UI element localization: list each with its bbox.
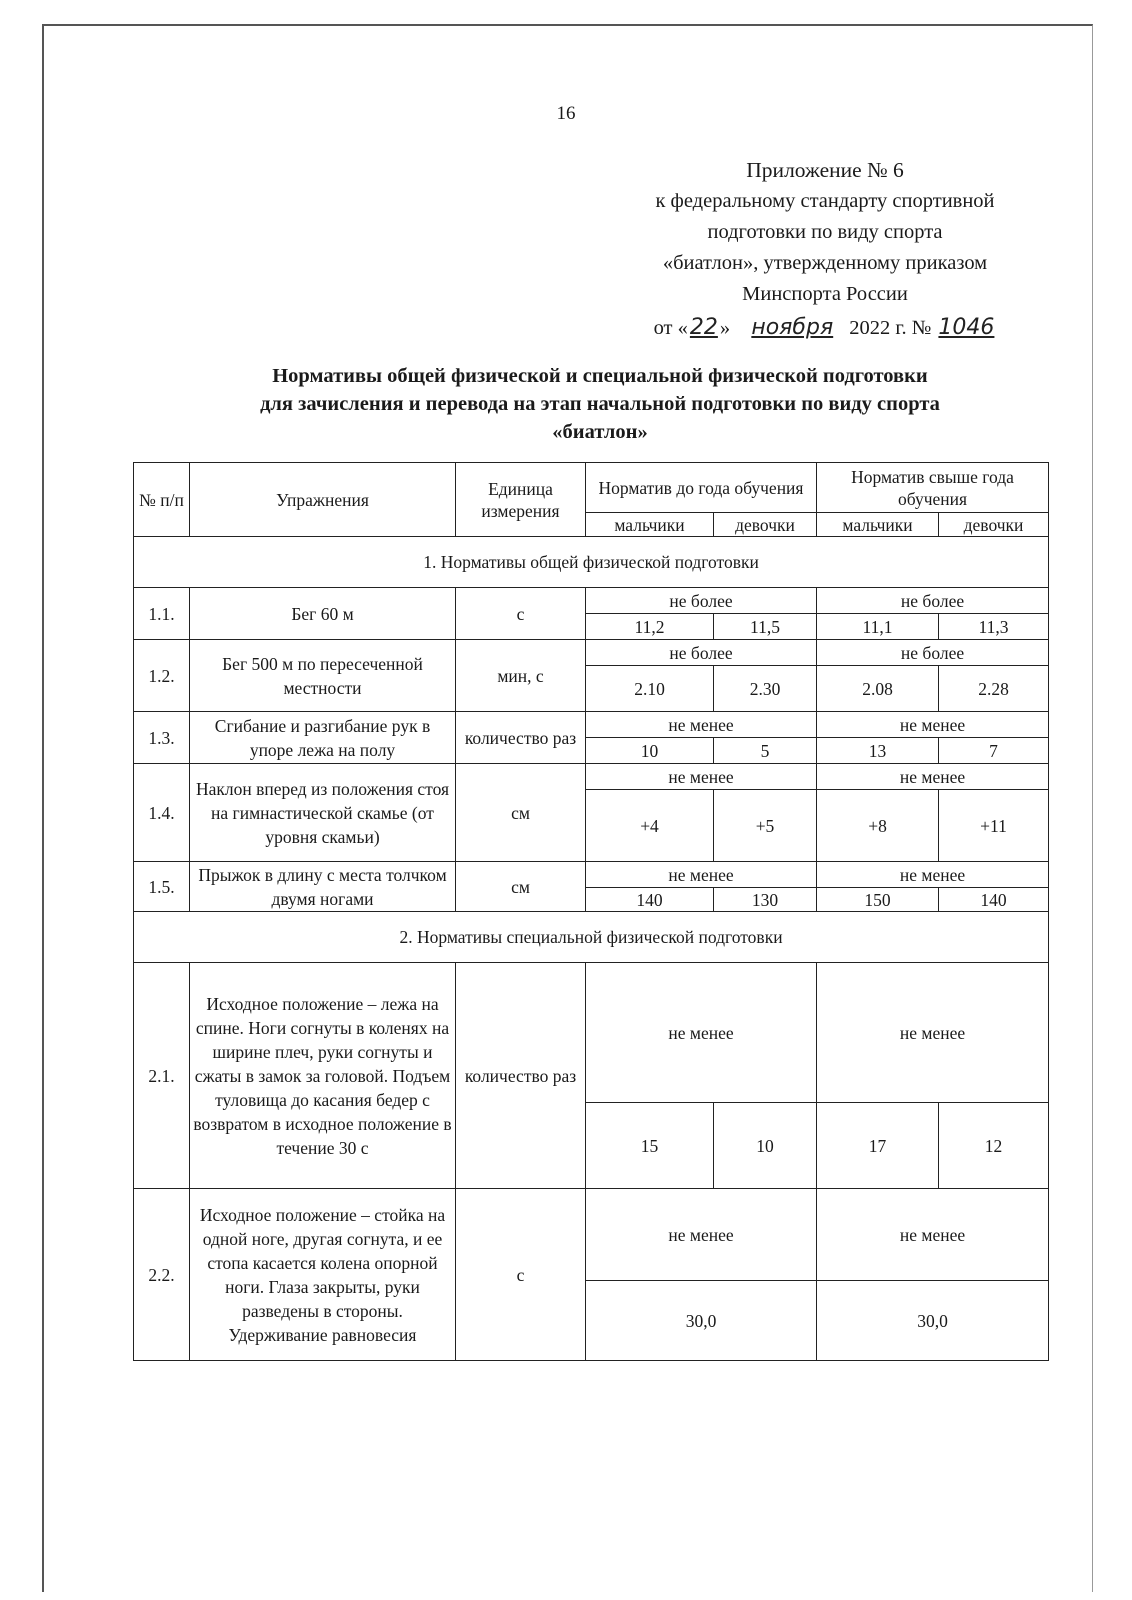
row-condition-after: не менее bbox=[817, 1189, 1049, 1281]
row-condition-first: не менее bbox=[586, 712, 817, 738]
section-row-1 bbox=[134, 537, 1049, 588]
table-row bbox=[134, 712, 1049, 738]
date-year: 2022 г. № bbox=[849, 317, 932, 339]
value-cell: 2.28 bbox=[939, 666, 1049, 712]
header-girls-1: девочки bbox=[714, 513, 817, 537]
table-row bbox=[134, 764, 1049, 790]
value-cell: 12 bbox=[939, 1103, 1049, 1189]
row-condition-after: не более bbox=[817, 588, 1049, 614]
table-row bbox=[134, 1189, 1049, 1281]
row-condition-first: не более bbox=[586, 588, 817, 614]
value-cell: 130 bbox=[714, 888, 817, 912]
row-condition-first: не более bbox=[586, 640, 817, 666]
title-line-2: для зачисления и перевода на этап начальной подготовки по виду спорта bbox=[260, 393, 940, 415]
value-cell: 10 bbox=[586, 738, 714, 764]
value-cell: 7 bbox=[939, 738, 1049, 764]
approval-line-3: подготовки по виду спорта bbox=[707, 221, 943, 243]
row-exercise: Исходное положение – лежа на спине. Ноги согнуты в коленях на ширине плеч, руки согнуты и сжаты в замок за головой. Подъем туловища до касания бедер с возвратом в исходное положение в течение 30 с bbox=[190, 963, 456, 1189]
table-row bbox=[134, 588, 1049, 614]
standards-table bbox=[133, 462, 1049, 1361]
row-unit: количество раз bbox=[456, 963, 586, 1189]
header-boys-1: мальчики bbox=[586, 513, 714, 537]
value-cell: 140 bbox=[939, 888, 1049, 912]
row-exercise: Наклон вперед из положения стоя на гимнастической скамье (от уровня скамьи) bbox=[190, 764, 456, 862]
order-number: 1046 bbox=[938, 315, 995, 340]
value-cell: 11,3 bbox=[939, 614, 1049, 640]
section-title-2: 2. Нормативы специальной физической подготовки bbox=[134, 912, 1049, 963]
approval-date-line bbox=[600, 312, 1050, 344]
header-girls-2: девочки bbox=[939, 513, 1049, 537]
row-condition-after: не более bbox=[817, 640, 1049, 666]
title-line-1: Нормативы общей физической и специальной физической подготовки bbox=[272, 365, 928, 387]
row-condition-after: не менее bbox=[817, 764, 1049, 790]
table-header-row bbox=[134, 463, 1049, 513]
value-cell: +5 bbox=[714, 790, 817, 862]
row-num: 1.1. bbox=[134, 588, 190, 640]
section-row-2 bbox=[134, 912, 1049, 963]
table-row bbox=[134, 963, 1049, 1103]
row-condition-first: не менее bbox=[586, 1189, 817, 1281]
document-title bbox=[120, 362, 1080, 446]
row-exercise: Исходное положение – стойка на одной ноге, другая согнута, и ее стопа касается колена опорной ноги. Глаза закрыты, руки разведены в стороны. Удерживание равновесия bbox=[190, 1189, 456, 1361]
row-exercise: Сгибание и разгибание рук в упоре лежа на полу bbox=[190, 712, 456, 764]
value-cell: 11,2 bbox=[586, 614, 714, 640]
value-cell: 30,0 bbox=[817, 1281, 1049, 1361]
row-num: 2.2. bbox=[134, 1189, 190, 1361]
table-row bbox=[134, 640, 1049, 666]
row-exercise: Бег 500 м по пересеченной местности bbox=[190, 640, 456, 712]
value-cell: +11 bbox=[939, 790, 1049, 862]
approval-line-4: «биатлон», утвержденному приказом bbox=[662, 252, 988, 274]
row-exercise: Бег 60 м bbox=[190, 588, 456, 640]
row-num: 1.2. bbox=[134, 640, 190, 712]
row-exercise: Прыжок в длину с места толчком двумя ногами bbox=[190, 862, 456, 912]
page-number: 16 bbox=[556, 103, 576, 124]
row-unit: см bbox=[456, 862, 586, 912]
row-unit: количество раз bbox=[456, 712, 586, 764]
value-cell: 13 bbox=[817, 738, 939, 764]
row-unit: с bbox=[456, 1189, 586, 1361]
value-cell: 30,0 bbox=[586, 1281, 817, 1361]
approval-block bbox=[600, 155, 1050, 344]
date-month: ноября bbox=[751, 315, 834, 340]
value-cell: 2.10 bbox=[586, 666, 714, 712]
row-condition-after: не менее bbox=[817, 862, 1049, 888]
header-num: № п/п bbox=[134, 463, 190, 537]
row-num: 1.4. bbox=[134, 764, 190, 862]
section-title-1: 1. Нормативы общей физической подготовки bbox=[134, 537, 1049, 588]
header-norm-first-year: Норматив до года обучения bbox=[586, 463, 817, 513]
header-boys-2: мальчики bbox=[817, 513, 939, 537]
header-exercise: Упражнения bbox=[190, 463, 456, 537]
row-num: 1.3. bbox=[134, 712, 190, 764]
row-unit: см bbox=[456, 764, 586, 862]
row-unit: мин, с bbox=[456, 640, 586, 712]
row-condition-first: не менее bbox=[586, 862, 817, 888]
row-condition-first: не менее bbox=[586, 764, 817, 790]
approval-line-5: Минспорта России bbox=[742, 283, 908, 305]
row-num: 1.5. bbox=[134, 862, 190, 912]
value-cell: 2.30 bbox=[714, 666, 817, 712]
row-num: 2.1. bbox=[134, 963, 190, 1189]
value-cell: 140 bbox=[586, 888, 714, 912]
approval-line-1: Приложение № 6 bbox=[746, 158, 904, 182]
value-cell: 11,5 bbox=[714, 614, 817, 640]
header-unit: Единица измерения bbox=[456, 463, 586, 537]
value-cell: 5 bbox=[714, 738, 817, 764]
row-condition-after: не менее bbox=[817, 712, 1049, 738]
date-prefix: от « bbox=[653, 317, 688, 339]
value-cell: +4 bbox=[586, 790, 714, 862]
date-mid: » bbox=[719, 317, 731, 339]
row-condition-after: не менее bbox=[817, 963, 1049, 1103]
title-line-3: «биатлон» bbox=[552, 421, 648, 443]
row-unit: с bbox=[456, 588, 586, 640]
value-cell: 2.08 bbox=[817, 666, 939, 712]
table-row bbox=[134, 862, 1049, 888]
value-cell: 150 bbox=[817, 888, 939, 912]
value-cell: 11,1 bbox=[817, 614, 939, 640]
value-cell: 17 bbox=[817, 1103, 939, 1189]
value-cell: +8 bbox=[817, 790, 939, 862]
value-cell: 10 bbox=[714, 1103, 817, 1189]
value-cell: 15 bbox=[586, 1103, 714, 1189]
header-norm-after-year: Норматив свыше года обучения bbox=[817, 463, 1049, 513]
date-day: 22 bbox=[689, 315, 718, 340]
row-condition-first: не менее bbox=[586, 963, 817, 1103]
approval-line-2: к федеральному стандарту спортивной bbox=[655, 190, 995, 212]
